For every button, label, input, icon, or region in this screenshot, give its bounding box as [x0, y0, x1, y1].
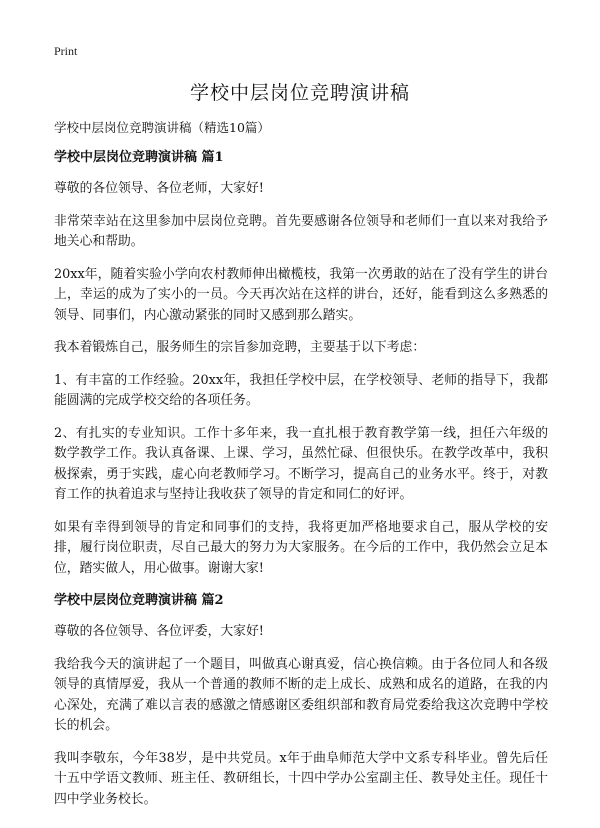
- document-title: 学校中层岗位竞聘演讲稿: [189, 82, 410, 104]
- section-heading-1: 学校中层岗位竞聘演讲稿 篇1: [54, 150, 224, 165]
- paragraph: 如果有幸得到领导的肯定和同事们的支持，我将更加严格地要求自己，服从学校的安排，履行岗位职责，尽自己最大的努力为大家服务。在今后的工作中，我仍然会立足本位，踏实做人，用心做事。谢谢大家!: [54, 519, 548, 576]
- document-subtitle: 学校中层岗位竞聘演讲稿（精选10篇）: [54, 120, 270, 135]
- paragraph: 我叫李敬东，今年38岁，是中共党员。x年于曲阜师范大学中文系专科毕业。曾先后任十五中学语文教师、班主任、教研组长，十四中学办公室副主任、教导处主任。现任十四中学业务校长。: [54, 750, 548, 807]
- paragraph: 2、有扎实的专业知识。工作十多年来，我一直扎根于教育教学第一线，担任六年级的数学教学工作。我认真备课、上课、学习，虽然忙碌、但很快乐。在教学改革中，我积极探索，勇于实践，虚心向老教师学习。不断学习，提高自己的业务水平。终于，对教育工作的执着追求与坚持让我收获了领导的肯定和同仁的好评。: [54, 425, 548, 502]
- paragraph: 20xx年，随着实验小学向农村教师伸出橄榄枝，我第一次勇敢的站在了没有学生的讲台上，幸运的成为了实小的一员。今天再次站在这样的讲台，还好，能看到这么多熟悉的领导、同事们，内心激动紧张的同时又感到那么踏实。: [54, 266, 548, 323]
- paragraph: 尊敬的各位领导、各位老师，大家好!: [54, 181, 264, 196]
- paragraph: 我本着锻炼自己，服务师生的宗旨参加竞聘，主要基于以下考虑：: [54, 340, 426, 355]
- document-body: [54, 148, 548, 822]
- paragraph: 非常荣幸站在这里参加中层岗位竞聘。首先要感谢各位领导和老师们一直以来对我给予地关心和帮助。: [54, 213, 548, 249]
- paragraph: 我给我今天的演讲起了一个题目，叫做真心谢真爱，信心换信赖。由于各位同人和各级领导的真情厚爱，我从一个普通的教师不断的走上成长、成熟和成名的道路，在我的内心深处，充满了难以言表的感激之情感谢区委组织部和教育局党委给我这次竞聘中学校长的机会。: [54, 656, 548, 733]
- print-link[interactable]: Print: [54, 44, 78, 58]
- paragraph: 1、有丰富的工作经验。20xx年，我担任学校中层，在学校领导、老师的指导下，我都能圆满的完成学校交给的各项任务。: [54, 372, 548, 408]
- paragraph: 尊敬的各位领导、各位评委，大家好!: [54, 624, 264, 639]
- section-heading-2: 学校中层岗位竞聘演讲稿 篇2: [54, 593, 224, 608]
